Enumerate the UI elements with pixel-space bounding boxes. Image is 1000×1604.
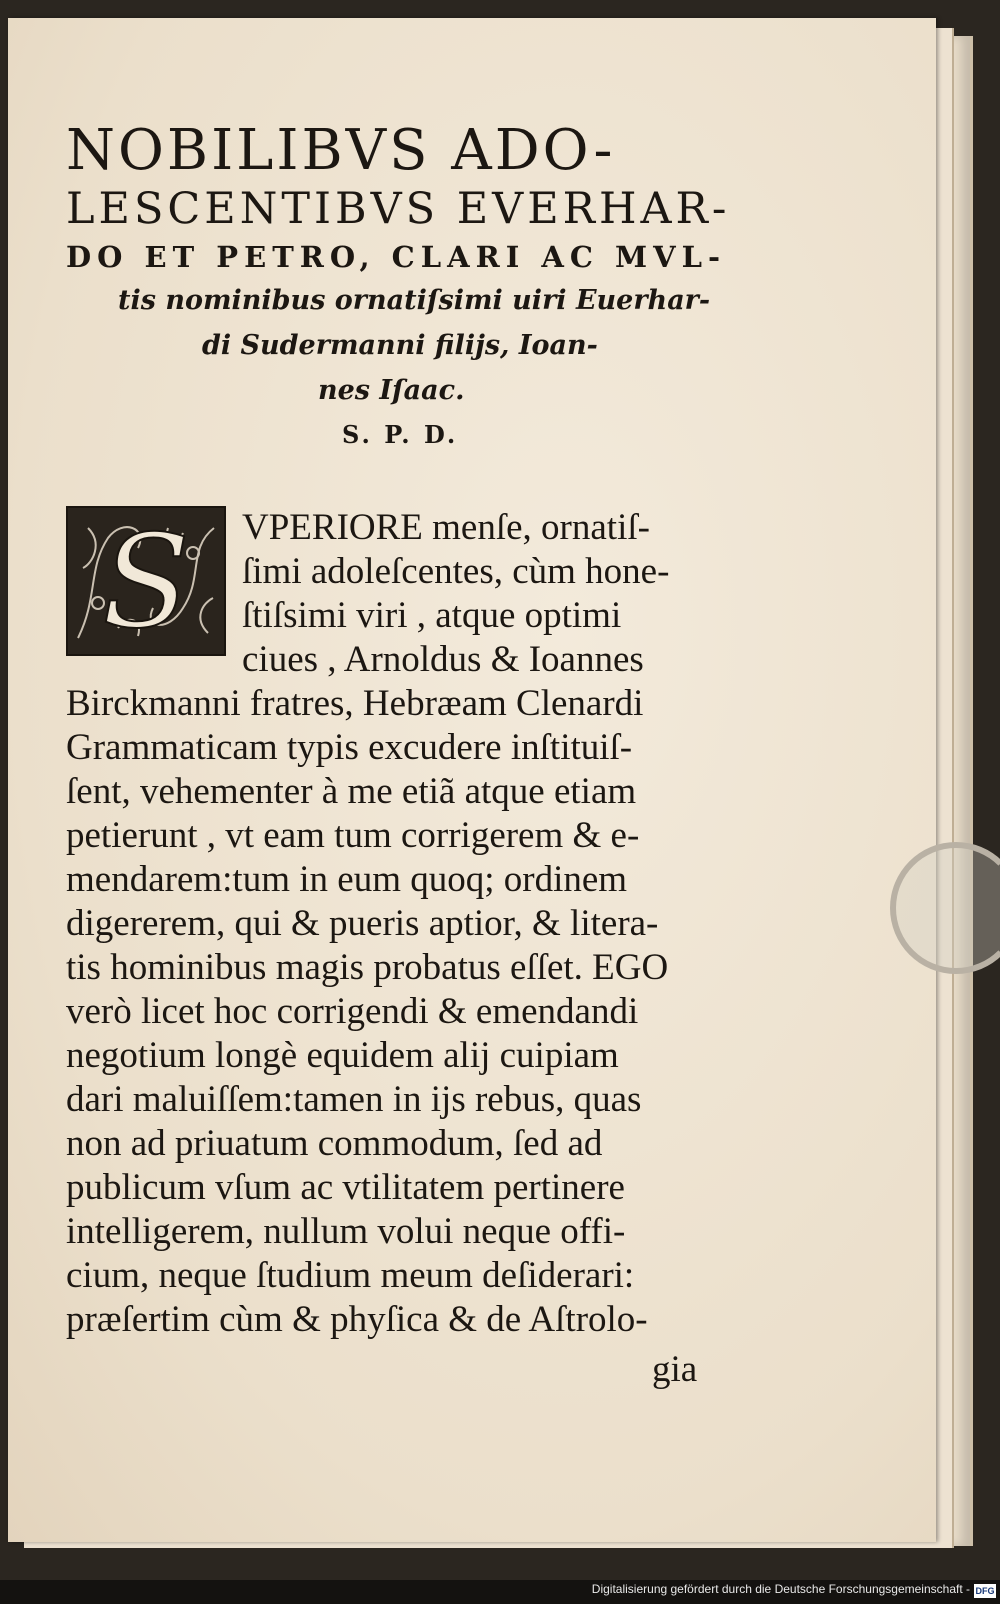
drop-cap-letter: S (102, 508, 190, 654)
heading-italic-line-3: nes Iſaac. (318, 375, 465, 406)
body-text (66, 506, 716, 1342)
body-line: verò licet hoc corrigendi & emendandi (66, 991, 639, 1032)
body-line: ſimi adoleſcentes, cùm hone- (242, 551, 670, 592)
heading-italic-line-2: di Sudermanni filijs, Ioan- (202, 330, 598, 361)
body-line: Grammaticam typis excudere inſtituiſ- (66, 727, 633, 768)
body-line: negotium longè equidem alij cuipiam (66, 1035, 619, 1076)
heading-line-1: NOBILIBVS ADO- (66, 118, 616, 183)
body-line: publicum vſum ac vtilitatem pertinere (66, 1167, 625, 1208)
footer-bar (0, 1580, 1000, 1604)
bleed-through-text (708, 128, 908, 528)
body-line: intelligerem, nullum volui neque offi- (66, 1211, 626, 1252)
body-line: ciues , Arnoldus & Ioannes (242, 639, 644, 680)
body-line: non ad priuatum commodum, ſed ad (66, 1123, 603, 1164)
catchword: gia (652, 1349, 698, 1390)
body-line: ſtiſsimi viri , atque optimi (242, 595, 622, 636)
salutation: S. P. D. (342, 420, 459, 449)
body-line: VPERIORE menſe, ornatiſ- (242, 507, 650, 548)
heading-line-3: DO ET PETRO, CLARI AC MVL- (66, 240, 727, 274)
body-line: digererem, qui & pueris aptior, & litera- (66, 903, 659, 944)
body-line: ſent, vehementer à me etiã atque etiam (66, 771, 637, 812)
dfg-logo: DFG (975, 1586, 995, 1596)
body-line: petierunt , vt eam tum corrigerem & e- (66, 815, 640, 856)
dedication-heading (66, 118, 731, 457)
body-line: dari maluiſſem:tamen in ijs rebus, quas (66, 1079, 642, 1120)
body-line: cium, neque ſtudium meum deſiderari: (66, 1255, 635, 1296)
body-line: præſertim cùm & phyſica & de Aſtrolo- (66, 1299, 648, 1340)
heading-italic-line-1: tis nominibus ornatiſsimi uiri Euerhar- (118, 285, 711, 316)
body-line: mendarem:tum in eum quoq; ordinem (66, 859, 628, 900)
body-line: Birckmanni fratres, Hebræam Clenardi (66, 683, 644, 724)
body-line: tis hominibus magis probatus eſſet. EGO (66, 947, 669, 988)
funding-credit: Digitalisierung gefördert durch die Deutsche Forschungsgemeinschaft - (591, 1582, 970, 1596)
heading-line-2: LESCENTIBVS EVERHAR- (66, 184, 731, 234)
